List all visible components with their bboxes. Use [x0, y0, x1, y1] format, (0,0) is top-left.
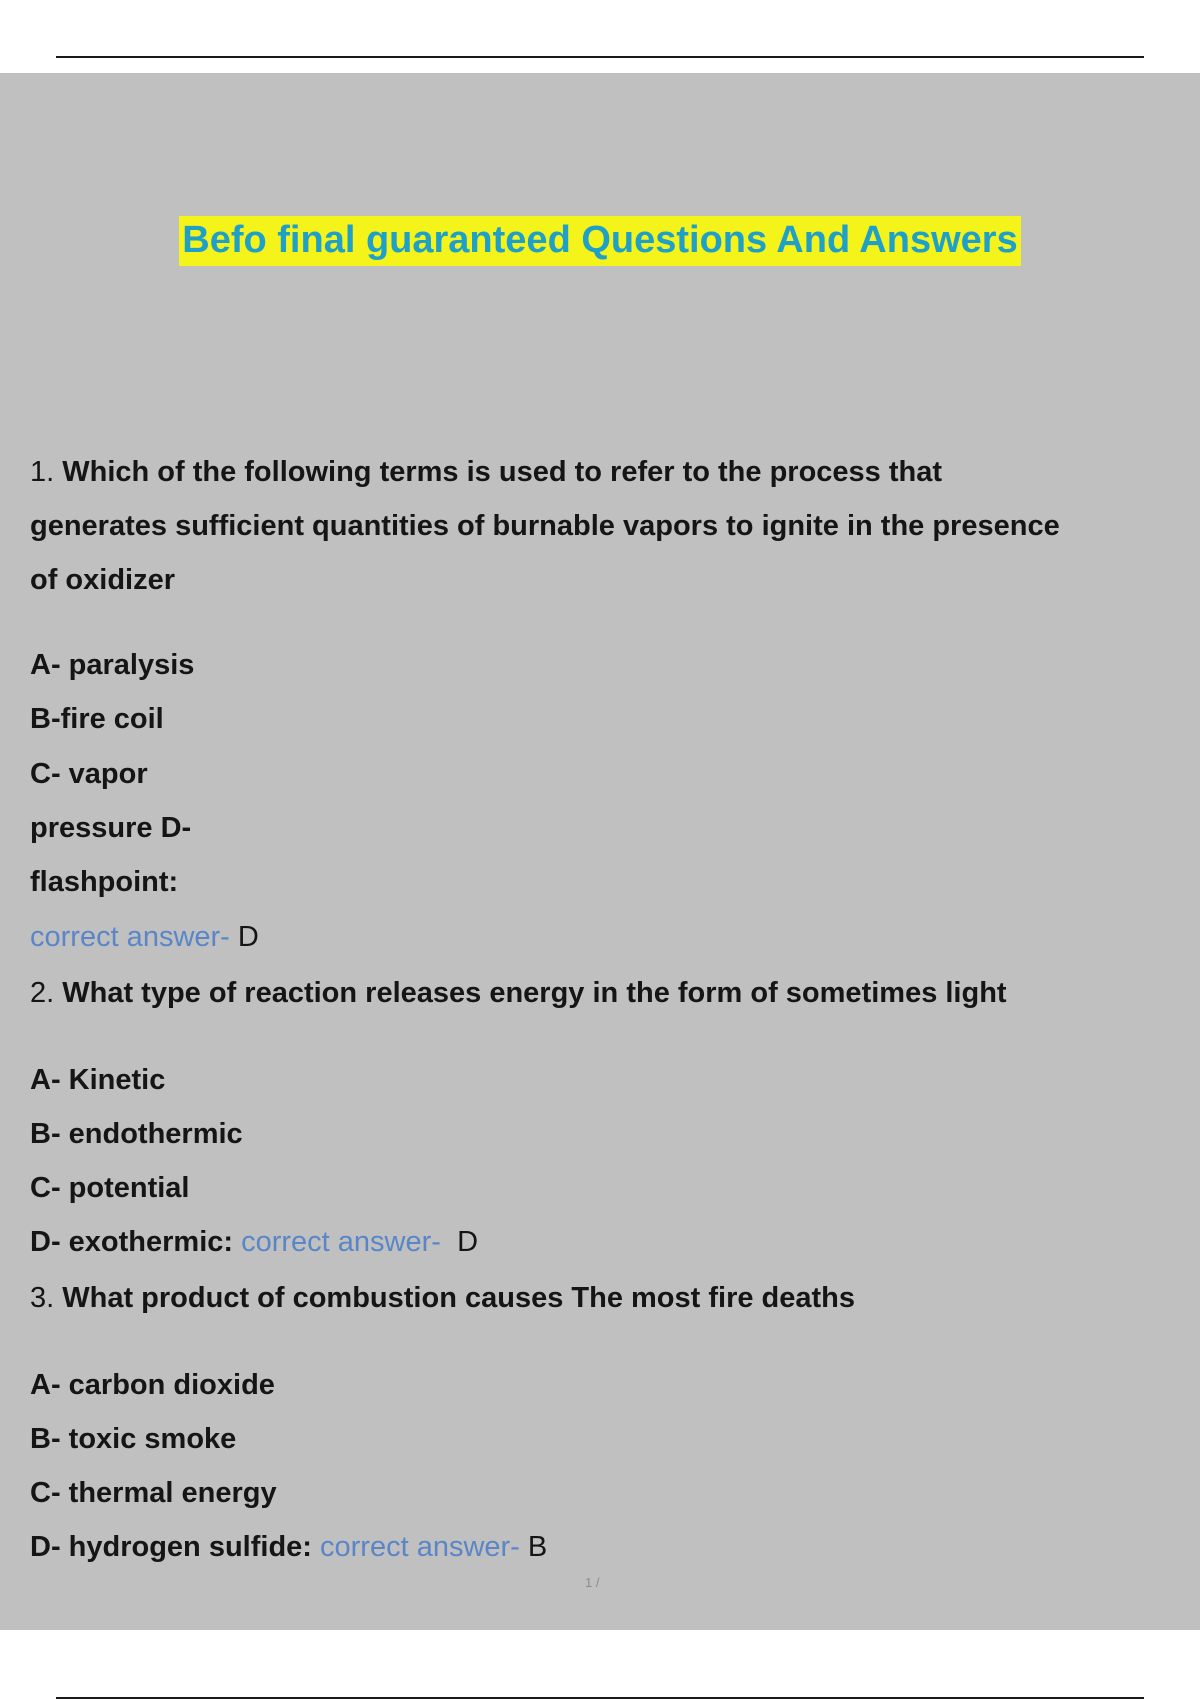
question-2-answer-label: correct answer- [241, 1226, 441, 1258]
question-3-answer-label: correct answer- [320, 1531, 520, 1563]
footer-rule [56, 1697, 1144, 1699]
header-rule [56, 56, 1144, 58]
question-3-text-1: What product of combustion causes The most fire deaths [62, 1282, 856, 1314]
question-3-option-4-text: D- hydrogen sulfide: [30, 1531, 312, 1563]
question-2-answer-value: D [457, 1226, 479, 1258]
question-1-option-4: pressure D- [30, 812, 192, 844]
question-1-answer-value: D [237, 921, 259, 953]
question-1-option-3: C- vapor [30, 758, 148, 790]
question-1-text-3: of oxidizer [30, 564, 176, 596]
page-number: 1 / [585, 1575, 600, 1590]
question-2-option-1: A- Kinetic [30, 1064, 166, 1096]
question-1-option-1: A- paralysis [30, 649, 195, 681]
question-3-line-1 [30, 1284, 855, 1313]
question-1-number: 1. [30, 456, 55, 488]
question-3-answer-value: B [527, 1531, 548, 1563]
question-1-option-2: B-fire coil [30, 703, 164, 735]
question-3-number: 3. [30, 1282, 55, 1314]
question-1-text-2: generates sufficient quantities of burnable vapors to ignite in the presence [30, 510, 1060, 542]
question-2-option-4 [30, 1228, 478, 1257]
question-1-answer-label: correct answer- [30, 921, 230, 953]
question-2-option-3: C- potential [30, 1172, 190, 1204]
question-1-text-1: Which of the following terms is used to refer to the process that [62, 456, 943, 488]
question-1-option-5: flashpoint: [30, 866, 179, 898]
question-1-answer [30, 923, 259, 952]
question-3-option-1: A- carbon dioxide [30, 1369, 275, 1401]
question-3-option-2: B- toxic smoke [30, 1423, 237, 1455]
question-3-option-4 [30, 1533, 547, 1562]
question-3-option-3: C- thermal energy [30, 1477, 277, 1509]
question-2-line-1 [30, 979, 1007, 1008]
document-title: Befo final guaranteed Questions And Answers [179, 216, 1020, 266]
question-2-number: 2. [30, 977, 55, 1009]
document-page [0, 73, 1200, 1630]
question-2-text-1: What type of reaction releases energy in the form of sometimes light [62, 977, 1007, 1009]
question-1-line-1 [30, 458, 942, 487]
question-2-option-2: B- endothermic [30, 1118, 243, 1150]
question-2-option-4-text: D- exothermic: [30, 1226, 234, 1258]
title-container [0, 216, 1200, 266]
